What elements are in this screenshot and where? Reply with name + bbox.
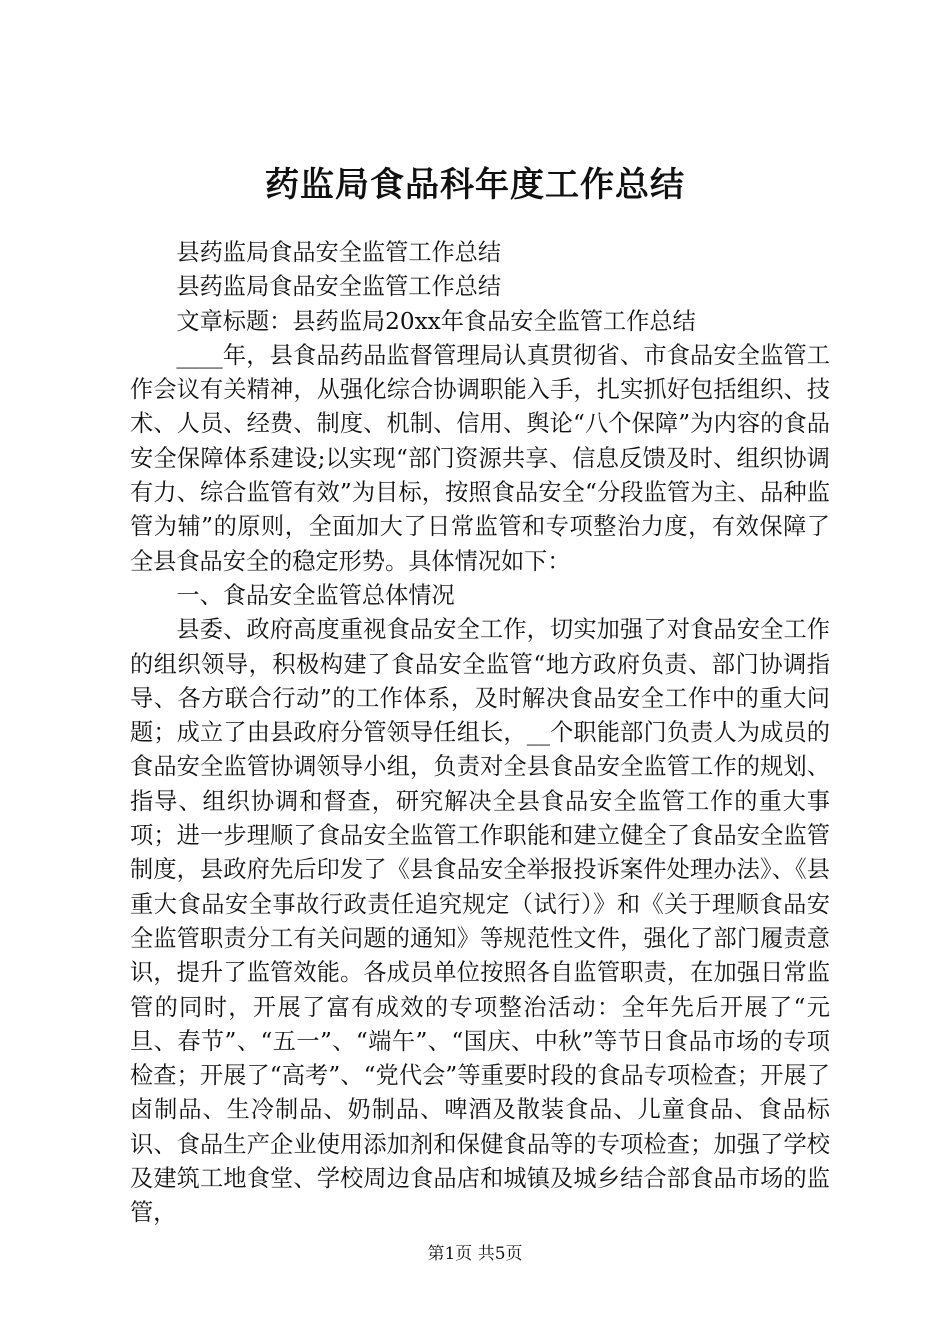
paragraph-subtitle-1: 县药监局食品安全监管工作总结 xyxy=(176,239,502,266)
document-title: 药监局食品科年度工作总结 xyxy=(265,165,685,205)
section-heading-1: 一、食品安全监管总体情况 xyxy=(176,581,455,609)
paragraph-intro: ____年，县食品药品监督管理局认真贯彻省、市食品安全监管工作会议有关精神，从强化综合协调职能入手，扎实抓好包括组织、技术、人员、经费、制度、机制、信用、舆论“八个保障”为内容的食品安全保障体系建设;以实现“部门资源共享、信息反馈及时、组织协调有力、综合监管有效”为目标，按照食品安全“分段监管为主、品种监管为辅”的原则，全面加大了日常监管和专项整治力度，有效保障了全县食品安全的稳定形势。具体情况如下： xyxy=(130,341,830,575)
paragraph-section-1-body: 县委、政府高度重视食品安全工作，切实加强了对食品安全工作的组织领导，积极构建了食品安全监管“地方政府负责、部门协调指导、各方联合行动”的工作体系，及时解决食品安全工作中的重大问题；成立了由县政府分管领导任组长，__个职能部门负责人为成员的食品安全监管协调领导小组，负责对全县食品安全监管工作的规划、指导、组织协调和督查，研究解决全县食品安全监管工作的重大事项；进一步理顺了食品安全监管工作职能和建立健全了食品安全监管制度，县政府先后印发了《县食品安全举报投诉案件处理办法》、《县重大食品安全事故行政责任追究规定（试行）》和《关于理顺食品安全监管职责分工有关问题的通知》等规范性文件，强化了部门履责意识，提升了监管效能。各成员单位按照各自监管职责，在加强日常监管的同时，开展了富有成效的专项整治活动：全年先后开展了“元旦、春节”、“五一”、“端午”、“国庆、中秋”等节日食品市场的专项检查；开展了“高考”、“党代会”等重要时段的食品专项检查；开展了卤制品、生冷制品、奶制品、啤酒及散装食品、儿童食品、食品标识、食品生产企业使用添加剂和保健食品等的专项检查；加强了学校及建筑工地食堂、学校周边食品店和城镇及城乡结合部食品市场的监管， xyxy=(130,616,830,1227)
page-footer: 第1页 共5页 xyxy=(427,1244,523,1264)
paragraph-subtitle-2: 县药监局食品安全监管工作总结 xyxy=(176,273,502,301)
paragraph-article-title: 文章标题：县药监局20xx年食品安全监管工作总结 xyxy=(176,307,696,335)
document-body xyxy=(130,236,830,1231)
